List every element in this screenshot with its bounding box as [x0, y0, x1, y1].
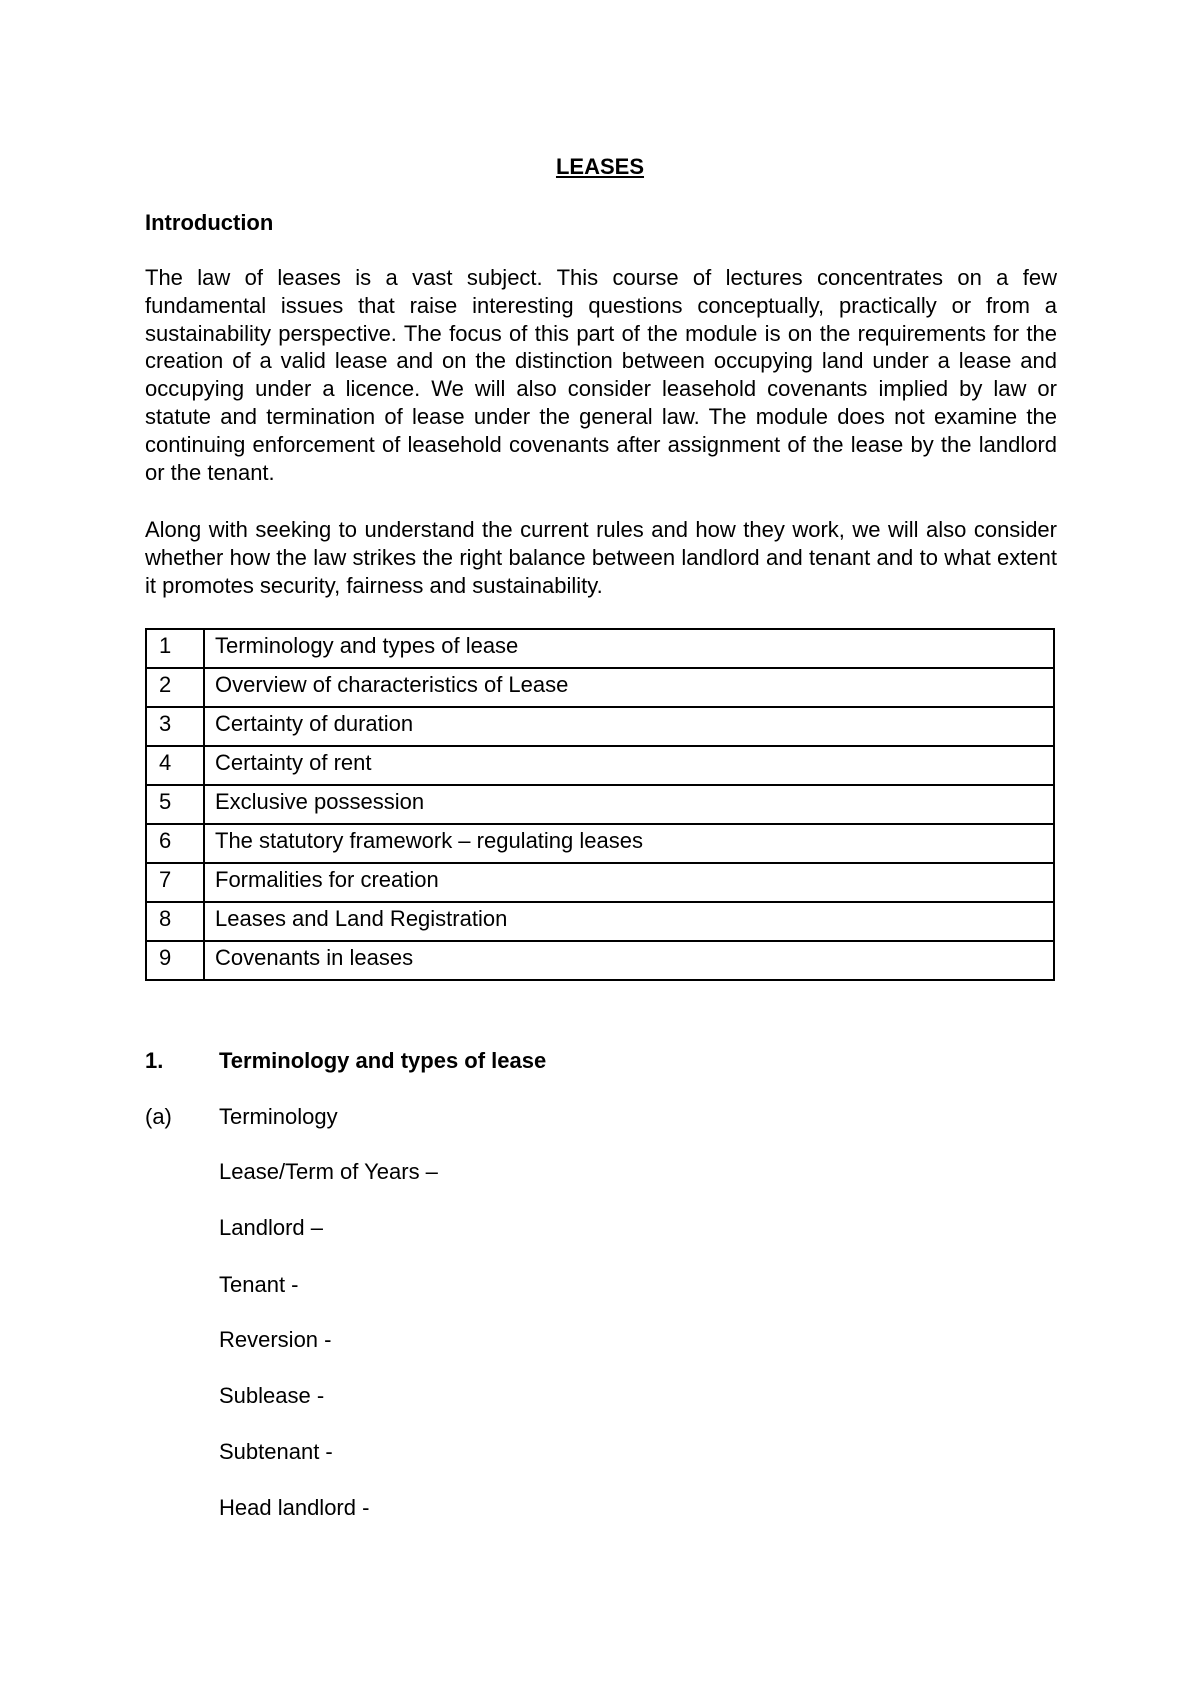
subsection-a [145, 1104, 945, 1130]
table-row [146, 941, 1054, 980]
topic-number: 6 [146, 824, 204, 863]
topics-table [145, 628, 1055, 981]
topic-label: Overview of characteristics of Lease [204, 668, 1054, 707]
topic-label: Terminology and types of lease [204, 629, 1054, 668]
topic-number: 8 [146, 902, 204, 941]
topic-label: Leases and Land Registration [204, 902, 1054, 941]
topic-number: 5 [146, 785, 204, 824]
table-row [146, 707, 1054, 746]
subsection-a-number: (a) [145, 1104, 172, 1129]
topic-label: Certainty of rent [204, 746, 1054, 785]
document-title: LEASES [555, 154, 645, 179]
term-tenant: Tenant - [219, 1272, 299, 1297]
section-1-title: Terminology and types of lease [219, 1048, 547, 1073]
table-row [146, 824, 1054, 863]
introduction-heading: Introduction [145, 210, 274, 235]
topic-label: The statutory framework – regulating leases [204, 824, 1054, 863]
topic-number: 7 [146, 863, 204, 902]
table-row [146, 902, 1054, 941]
term-subtenant: Subtenant - [219, 1439, 333, 1464]
term-landlord: Landlord – [219, 1215, 323, 1240]
section-1-number: 1. [145, 1048, 164, 1073]
table-row [146, 863, 1054, 902]
topic-number: 9 [146, 941, 204, 980]
table-row [146, 785, 1054, 824]
table-row [146, 668, 1054, 707]
topic-number: 4 [146, 746, 204, 785]
table-row [146, 746, 1054, 785]
intro-paragraph-2: Along with seeking to understand the current rules and how they work, we will also consider whether how the law strikes the right balance between landlord and tenant and to what extent it promotes security, fairness and sustainability. [145, 517, 1057, 598]
topic-label: Exclusive possession [204, 785, 1054, 824]
topic-number: 2 [146, 668, 204, 707]
topic-number: 1 [146, 629, 204, 668]
term-reversion: Reversion - [219, 1327, 332, 1352]
topic-label: Certainty of duration [204, 707, 1054, 746]
subsection-a-label: Terminology [219, 1104, 338, 1129]
intro-paragraph-1: The law of leases is a vast subject. This course of lectures concentrates on a few fundamental issues that raise interesting questions conceptually, practically or from a sustainability perspective. The focus of this part of the module is on the requirements for the creation of a valid lease and on the distinction between occupying land under a lease and occupying under a licence. We will also consider leasehold covenants implied by law or statute and termination of lease under the general law. The module does not examine the continuing enforcement of leasehold covenants after assignment of the lease by the landlord or the tenant. [145, 265, 1057, 485]
term-sublease: Sublease - [219, 1383, 325, 1408]
section-1-heading [145, 1048, 945, 1074]
term-head-landlord: Head landlord - [219, 1495, 370, 1520]
term-lease: Lease/Term of Years – [219, 1159, 438, 1184]
topic-label: Covenants in leases [204, 941, 1054, 980]
table-row [146, 629, 1054, 668]
topic-label: Formalities for creation [204, 863, 1054, 902]
topic-number: 3 [146, 707, 204, 746]
